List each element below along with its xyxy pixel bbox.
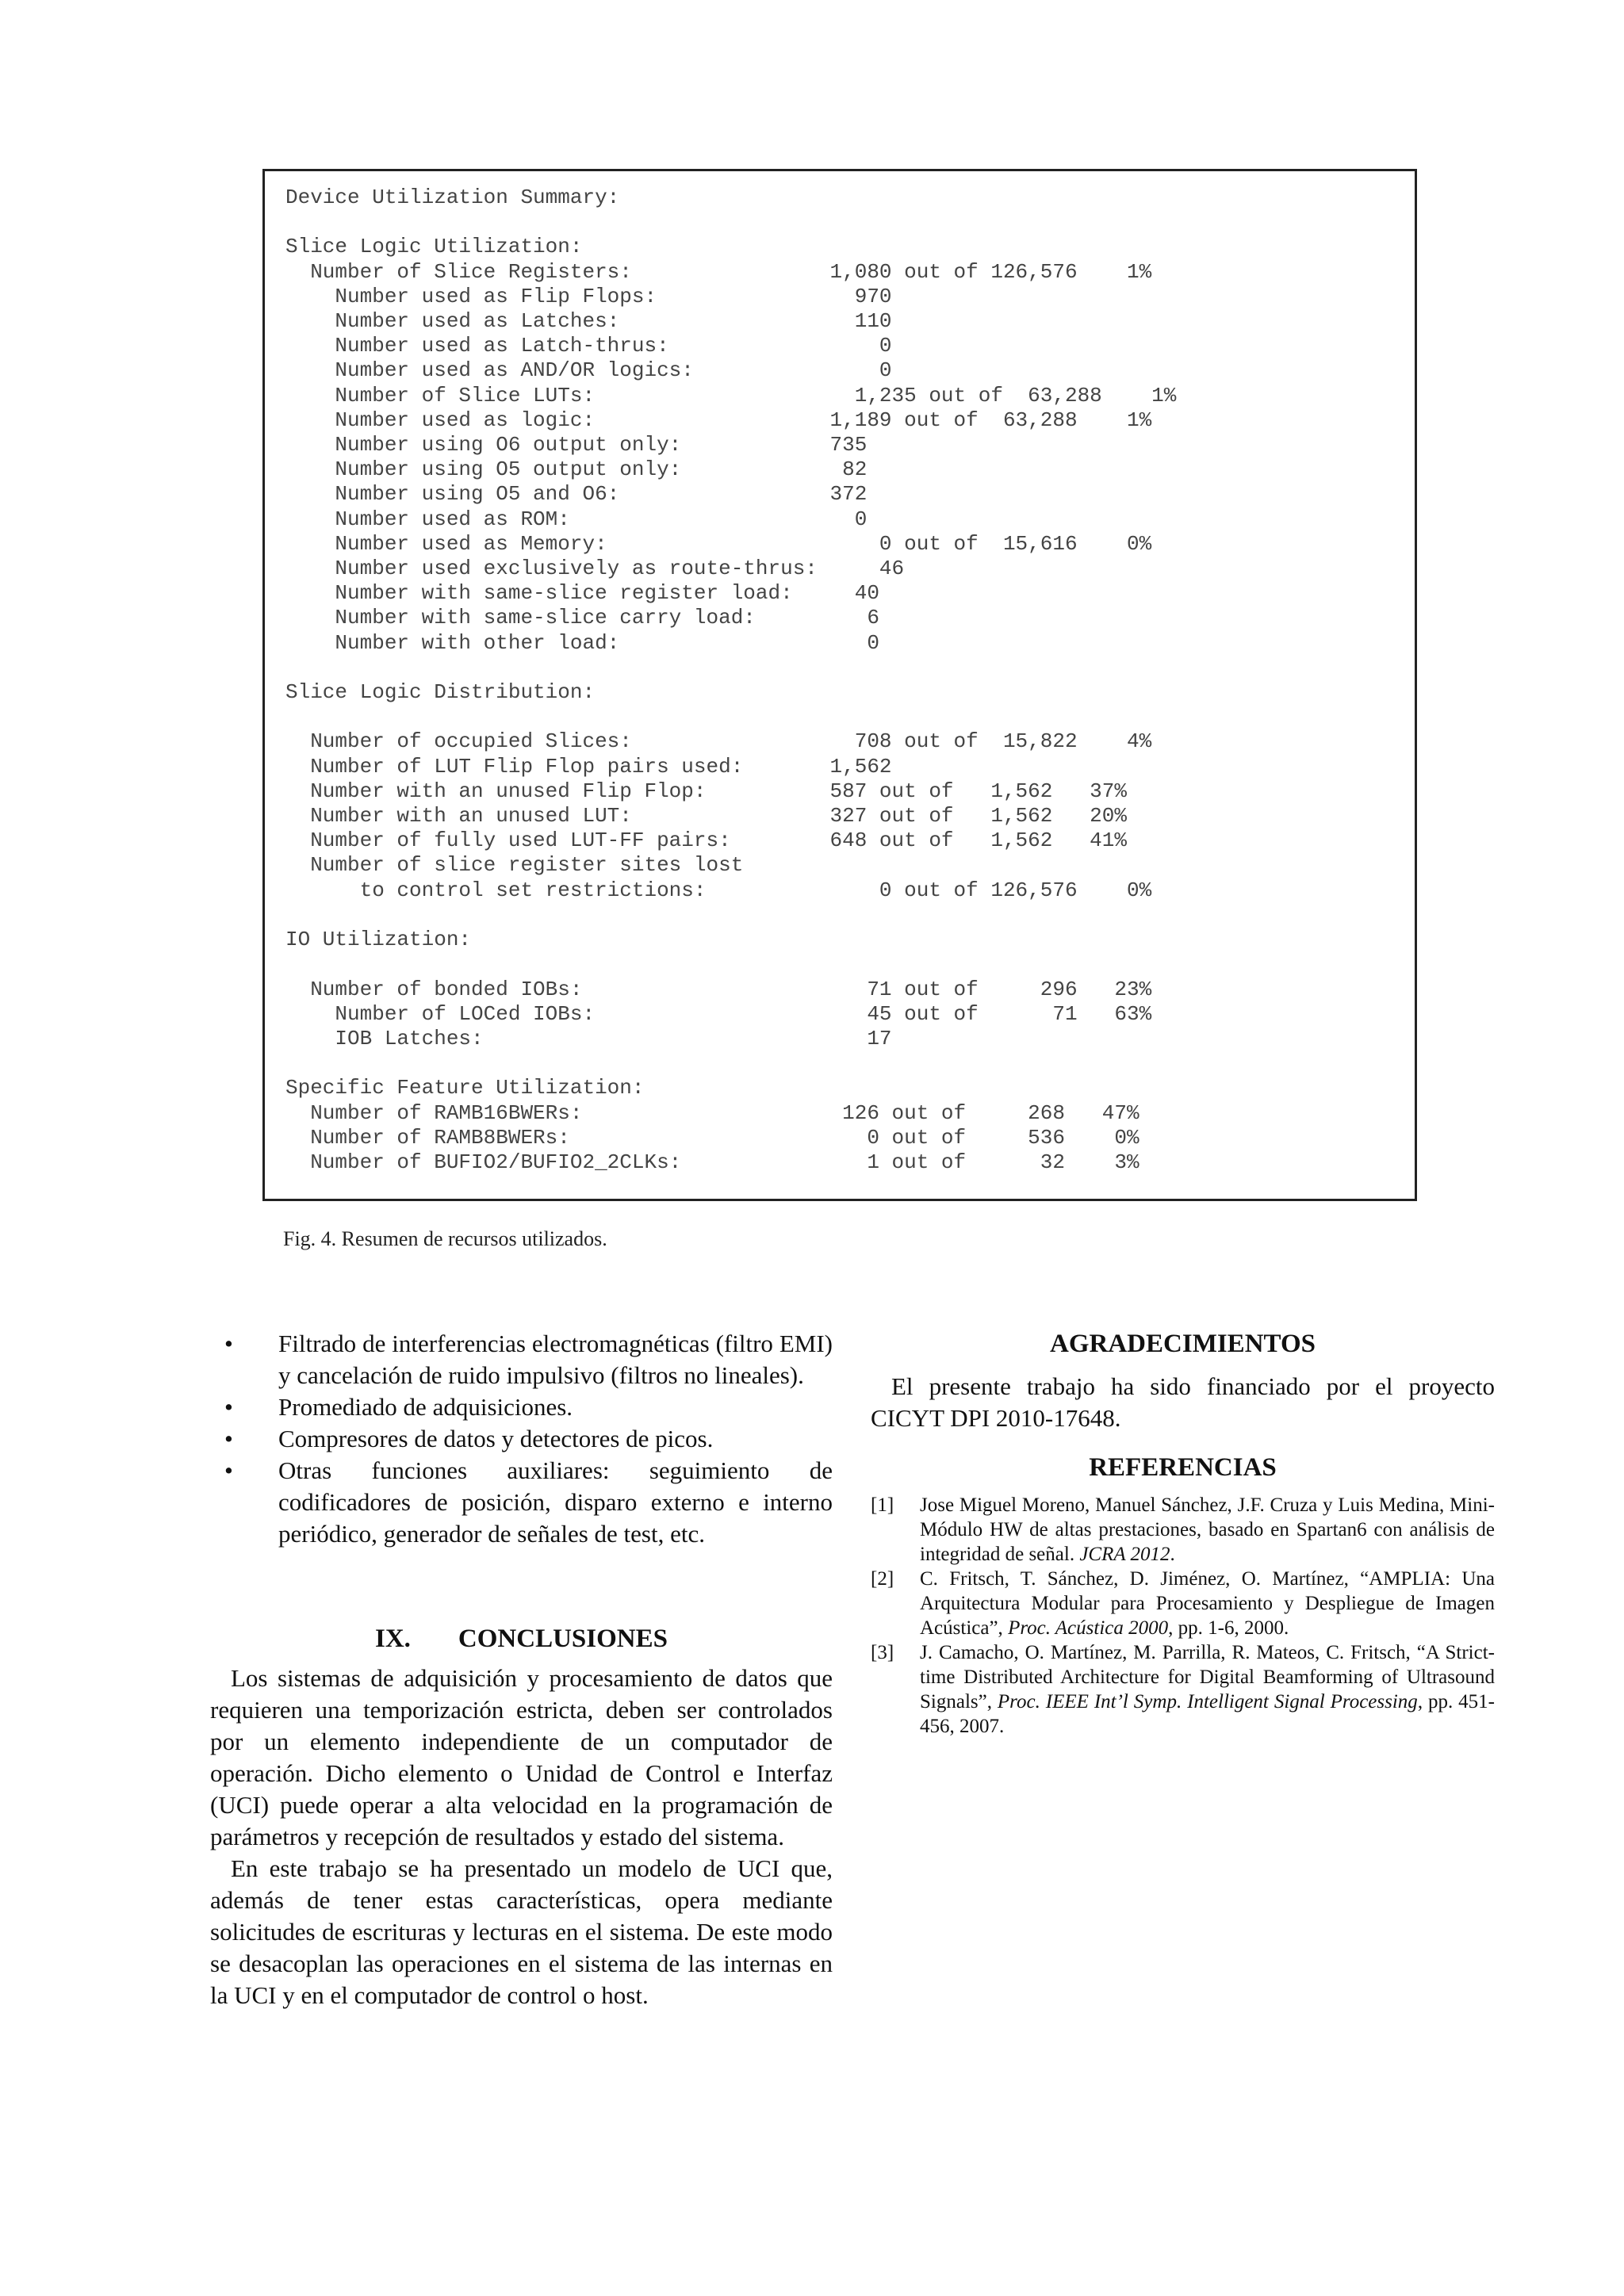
- summary-line: Number of slice register sites lost: [285, 853, 744, 878]
- summary-line: IO Utilization:: [285, 928, 472, 952]
- section-number: IX.: [374, 1624, 411, 1653]
- list-item: • Promediado de adquisiciones.: [210, 1391, 833, 1423]
- reference-number: [3]: [871, 1642, 894, 1663]
- summary-line: IOB Latches: 17: [285, 1026, 892, 1050]
- section-heading-acknowledgements: AGRADECIMIENTOS: [1050, 1330, 1316, 1358]
- paragraph: Los sistemas de adquisición y procesamiento de datos que requieren una temporización estricta, deben ser controlados por un elemento independiente de un computador de operación. Dicho elemento o Unidad de Control e Interfaz (UCI) puede operar a alta velocidad en la programación de parámetros y recepción de resultados y estado del sistema.: [210, 1664, 833, 1850]
- summary-line: Number with same-slice carry load: 6: [285, 606, 879, 630]
- summary-line: Slice Logic Utilization:: [285, 235, 583, 259]
- summary-line: Number used as Memory: 0 out of 15,616 0%: [285, 531, 1152, 556]
- bullet-icon: •: [224, 1393, 233, 1421]
- section-heading-references: REFERENCIAS: [1089, 1453, 1277, 1482]
- acknowledgement-text: El presente trabajo ha sido financiado por el proyecto CICYT DPI 2010-17648.: [871, 1372, 1495, 1432]
- list-item: • Filtrado de interferencias electromagnéticas (filtro EMI) y cancelación de ruido impulsivo (filtros no lineales).: [224, 1330, 833, 1389]
- summary-line: Number with same-slice register load: 40: [285, 581, 879, 606]
- summary-line: Number of LUT Flip Flop pairs used: 1,562: [285, 754, 892, 779]
- summary-line: Number used as Latch-thrus: 0: [285, 334, 892, 358]
- summary-line: Specific Feature Utilization:: [285, 1076, 645, 1100]
- right-column: [871, 1328, 1495, 1739]
- reference-list: [871, 1493, 1495, 1739]
- figure-box: [262, 169, 1417, 1201]
- summary-line: Number used as Latches: 110: [285, 309, 892, 334]
- utilization-summary: [285, 186, 1176, 1175]
- reference-item: [2] C. Fritsch, T. Sánchez, D. Jiménez, O. Martínez, “AMPLIA: Una Arquitectura Modular para Procesamiento y Despliegue de Imagen Acústica”, Proc. Acústica 2000, pp. 1-6, 2000.: [871, 1568, 1495, 1639]
- reference-number: [1]: [871, 1494, 894, 1516]
- summary-line: Number used exclusively as route-thrus: 46: [285, 557, 905, 581]
- summary-line: Number used as Flip Flops: 970: [285, 284, 892, 308]
- summary-line: Number of BUFIO2/BUFIO2_2CLKs: 1 out of 32 3%: [285, 1150, 1139, 1174]
- reference-number: [2]: [871, 1568, 894, 1590]
- summary-line: Number with an unused Flip Flop: 587 out of 1,562 37%: [285, 779, 1127, 803]
- summary-line: Device Utilization Summary:: [285, 186, 620, 209]
- summary-line: Slice Logic Distribution:: [285, 680, 596, 705]
- summary-line: Number using O5 output only: 82: [285, 457, 868, 482]
- summary-line: Number used as ROM: 0: [285, 507, 868, 531]
- summary-line: Number of Slice Registers: 1,080 out of 126,576 1%: [285, 259, 1152, 284]
- summary-line: Number of Slice LUTs: 1,235 out of 63,288 1%: [285, 383, 1177, 408]
- summary-line: Number with other load: 0: [285, 630, 879, 655]
- summary-line: Number using O6 output only: 735: [285, 433, 868, 457]
- figure-caption: Fig. 4. Resumen de recursos utilizados.: [283, 1227, 607, 1250]
- bullet-icon: •: [224, 1456, 233, 1484]
- summary-line: Number of bonded IOBs: 71 out of 296 23%: [285, 977, 1152, 1001]
- bullet-icon: •: [224, 1330, 233, 1357]
- summary-line: Number of occupied Slices: 708 out of 15,822 4%: [285, 729, 1152, 754]
- section-title: CONCLUSIONES: [458, 1624, 668, 1653]
- paragraph: En este trabajo se ha presentado un modelo de UCI que, además de tener estas características, opera mediante solicitudes de escrituras y lecturas en el sistema. De este modo se desacoplan las operaciones en el sistema de las internas en la UCI y en el computador de control o host.: [210, 1854, 833, 2009]
- bullet-icon: •: [224, 1425, 233, 1452]
- feature-list: [210, 1328, 833, 1550]
- summary-line: Number with an unused LUT: 327 out of 1,562 20%: [285, 804, 1127, 828]
- list-item: • Otras funciones auxiliares: seguimiento de codificadores de posición, disparo externo e interno periódico, generador de señales de test, etc.: [224, 1456, 833, 1548]
- reference-item: [3] J. Camacho, O. Martínez, M. Parrilla, R. Mateos, C. Fritsch, “A Strict-time Distributed Architecture for Digital Beamforming of Ultrasound Signals”, Proc. IEEE Int’l Symp. Intelligent Signal Processing, pp. 451-456, 2007.: [871, 1642, 1496, 1737]
- section-heading-conclusions: [210, 1623, 833, 1655]
- summary-line: Number used as logic: 1,189 out of 63,288 1%: [285, 408, 1152, 432]
- list-item: • Compresores de datos y detectores de picos.: [210, 1423, 833, 1455]
- summary-line: Number of RAMB8BWERs: 0 out of 536 0%: [285, 1125, 1139, 1150]
- summary-line: Number using O5 and O6: 372: [285, 482, 868, 507]
- reference-item: [1] Jose Miguel Moreno, Manuel Sánchez, J.F. Cruza y Luis Medina, Mini-Módulo HW de altas prestaciones, basado en Spartan6 con análisis de integridad de señal. JCRA 2012.: [871, 1494, 1495, 1565]
- summary-line: to control set restrictions: 0 out of 126,576 0%: [285, 878, 1152, 902]
- summary-line: Number used as AND/OR logics: 0: [285, 358, 892, 383]
- summary-line: Number of LOCed IOBs: 45 out of 71 63%: [285, 1001, 1152, 1026]
- summary-line: Number of RAMB16BWERs: 126 out of 268 47%: [285, 1100, 1139, 1125]
- summary-line: Number of fully used LUT-FF pairs: 648 out of 1,562 41%: [285, 828, 1127, 853]
- left-column: [210, 1328, 833, 2011]
